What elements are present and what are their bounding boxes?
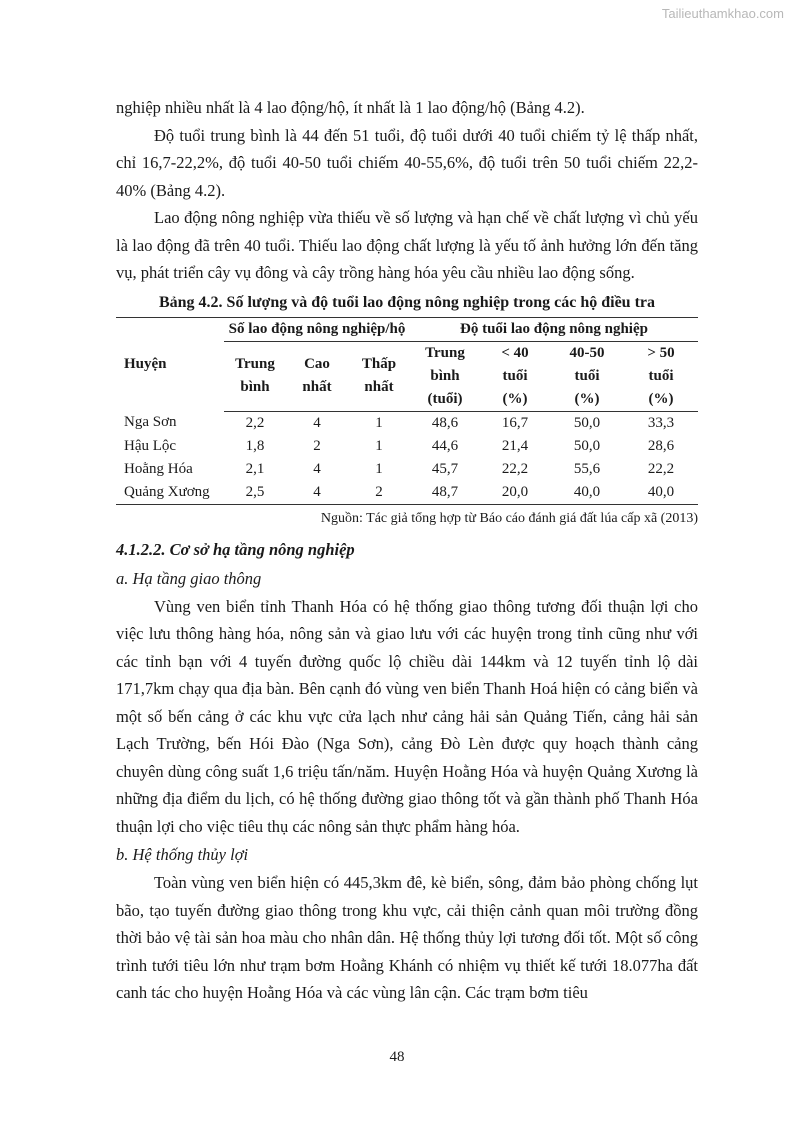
cell: 2 bbox=[313, 437, 321, 454]
cell: 1 bbox=[375, 460, 383, 477]
section-heading: 4.1.2.2. Cơ sở hạ tầng nông nghiệp bbox=[116, 539, 355, 559]
header-min: Thấp nhất bbox=[348, 341, 410, 411]
cell: Hậu Lộc bbox=[124, 437, 177, 454]
paragraph: Lao động nông nghiệp vừa thiếu về số lượng và hạn chế về chất lượng vì chủ yếu là lao động đã trên 40 tuổi. Thiếu lao động chất lượng là yếu tố ảnh hưởng lớn đến tăng vụ, phát triển cây vụ đông và cây trồng hàng hóa yêu cầu nhiều lao động sống. bbox=[116, 208, 698, 282]
page-content bbox=[116, 94, 698, 1007]
paragraph: nghiệp nhiều nhất là 4 lao động/hộ, ít nhất là 1 lao động/hộ (Bảng 4.2). bbox=[116, 98, 585, 117]
cell: 2 bbox=[348, 481, 410, 505]
cell: 1 bbox=[375, 414, 383, 431]
header-max: Cao nhất bbox=[286, 341, 348, 411]
page-number: 48 bbox=[389, 1049, 405, 1065]
cell: Nga Sơn bbox=[124, 414, 177, 431]
cell: 21,4 bbox=[501, 437, 529, 454]
header-40-50: 40-50 tuổi (%) bbox=[550, 341, 624, 411]
cell: Hoằng Hóa bbox=[124, 460, 193, 477]
cell: 16,7 bbox=[501, 414, 529, 431]
header-avg: Trung bình bbox=[224, 341, 286, 411]
table-row bbox=[116, 411, 698, 435]
cell: 22,2 bbox=[647, 460, 675, 477]
cell: 28,6 bbox=[647, 437, 675, 454]
header-avg-age: Trung bình (tuổi) bbox=[410, 341, 480, 411]
header-group-age: Độ tuổi lao động nông nghiệp bbox=[410, 317, 698, 341]
cell: 1 bbox=[375, 437, 383, 454]
cell: 20,0 bbox=[480, 481, 550, 505]
header-group-labor-count: Số lao động nông nghiệp/hộ bbox=[224, 317, 410, 341]
cell: 55,6 bbox=[573, 460, 601, 477]
cell: 44,6 bbox=[431, 437, 459, 454]
cell: 2,1 bbox=[245, 460, 265, 477]
cell: 50,0 bbox=[573, 414, 601, 431]
table-source: Nguồn: Tác giả tổng hợp từ Báo cáo đánh giá đất lúa cấp xã (2013) bbox=[320, 510, 698, 526]
cell: 2,2 bbox=[245, 414, 265, 431]
cell: Quảng Xương bbox=[116, 481, 224, 505]
table-row bbox=[116, 481, 698, 505]
table-row bbox=[116, 435, 698, 458]
header-huyen: Huyện bbox=[116, 317, 224, 411]
paragraph: Độ tuổi trung bình là 44 đến 51 tuổi, độ tuổi dưới 40 tuổi chiếm tỷ lệ thấp nhất, chỉ 16,7-22,2%, độ tuổi 40-50 tuổi chiếm 40-55,6%, độ tuổi trên 50 tuổi chiếm 22,2-40% (Bảng 4.2). bbox=[116, 125, 698, 200]
paragraph: Vùng ven biển tỉnh Thanh Hóa có hệ thống giao thông tương đối thuận lợi cho việc lưu thông hàng hóa, nông sản và giao lưu với các huyện trong tỉnh cũng như với các tỉnh bạn với 4 tuyến đường quốc lộ chiều dài 144km và 12 tuyến tỉnh lộ dài 171,7km chạy qua địa bàn. Bên cạnh đó vùng ven biển Thanh Hoá hiện có cảng biển và một số bến cảng ở các khu vực cửa lạch như cảng hải sản Quảng Tiến, cảng hải sản Lạch Trường, bến Hói Đào (Nga Sơn), cảng Đò Lèn được quy hoạch thành cảng chuyên dùng công suất 1,6 triệu tấn/năm. Huyện Hoằng Hóa và huyện Quảng Xương là những địa điểm du lịch, có hệ thống đường giao thông tốt và gần thành phố Thanh Hóa thuận lợi cho việc tiêu thụ các nông sản thực phẩm hàng hóa. bbox=[116, 596, 698, 836]
cell: 33,3 bbox=[647, 414, 675, 431]
table-row bbox=[116, 458, 698, 481]
cell: 2,5 bbox=[224, 481, 286, 505]
cell: 4 bbox=[313, 460, 321, 477]
cell: 48,6 bbox=[431, 414, 459, 431]
cell: 22,2 bbox=[501, 460, 529, 477]
cell: 50,0 bbox=[573, 437, 601, 454]
subsection-heading-a: a. Hạ tầng giao thông bbox=[116, 568, 262, 588]
cell: 45,7 bbox=[431, 460, 459, 477]
cell: 1,8 bbox=[245, 437, 265, 454]
labor-table bbox=[116, 317, 698, 505]
cell: 4 bbox=[313, 414, 321, 431]
header-over-50: > 50 tuổi (%) bbox=[624, 341, 698, 411]
table-title: Bảng 4.2. Số lượng và độ tuổi lao động nông nghiệp trong các hộ điều tra bbox=[158, 293, 656, 311]
paragraph: Toàn vùng ven biển hiện có 445,3km đê, kè biển, sông, đảm bảo phòng chống lụt bão, tạo tuyến đường giao thông trong khu vực, cải thiện cảnh quan môi trường đồng thời bảo vệ tài sản hoa màu cho nhân dân. Hệ thống thủy lợi tương đối tốt. Một số công trình tưới tiêu lớn như trạm bơm Hoằng Khánh có nhiệm vụ thiết kế tưới 18.077ha đất canh tác cho huyện Hoằng Hóa và các vùng lân cận. Các trạm bơm tiêu bbox=[116, 873, 698, 1002]
cell: 4 bbox=[286, 481, 348, 505]
cell: 40,0 bbox=[550, 481, 624, 505]
cell: 48,7 bbox=[410, 481, 480, 505]
header-under-40: < 40 tuổi (%) bbox=[480, 341, 550, 411]
watermark: Tailieuthamkhao.com bbox=[661, 6, 784, 21]
cell: 40,0 bbox=[624, 481, 698, 505]
subsection-heading-b: b. Hệ thống thủy lợi bbox=[116, 845, 249, 864]
